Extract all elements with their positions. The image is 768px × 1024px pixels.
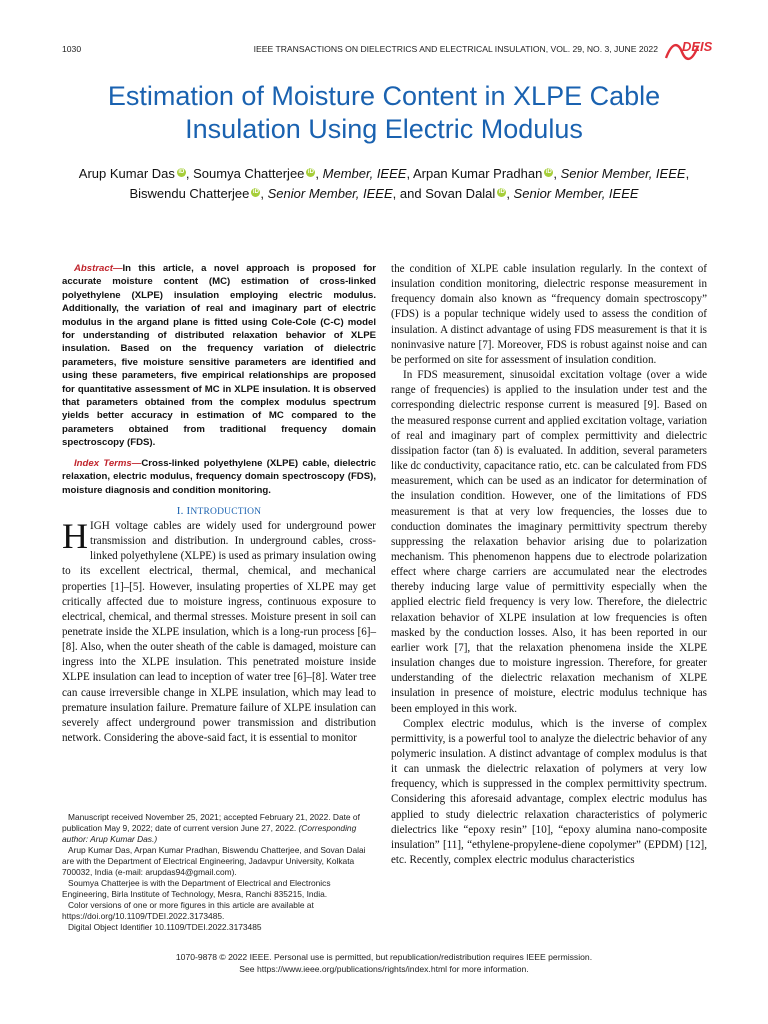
author-5-prefix: and bbox=[399, 186, 422, 201]
copyright-line-2[interactable]: See https://www.ieee.org/publications/rights/index.html for more information. bbox=[239, 964, 529, 974]
abstract bbox=[62, 262, 376, 450]
orcid-icon[interactable]: iD bbox=[307, 169, 314, 175]
right-paragraph-3: Complex electric modulus, which is the inverse of complex permittivity, is a powerful tool to analyze the dielectric behavior of any polymeric insulation. A distinct advantage of complex modulus is that it can unmask the dielectric relaxation of polymers at very low frequency, which is suppressed in the complex permittivity spectrum. Considering this aforesaid advantage, complex electric modulus has applied to study dielectric relaxation characteristics of polymeric dielectrics like “epoxy resin” [10], “epoxy alumina nano-composite insulation” [11], “ethylene-propylene-diene copolymer” (EPDM) [12], etc. Recently, complex electric modulus characteristics bbox=[391, 717, 707, 867]
abstract-label: Abstract— bbox=[74, 263, 123, 274]
index-terms-label: Index Terms— bbox=[74, 457, 142, 469]
author-5-role: Senior Member, IEEE bbox=[513, 186, 639, 201]
footnote-doi[interactable]: Digital Object Identifier 10.1109/TDEI.2022.3173485 bbox=[68, 922, 262, 932]
intro-paragraph-1: IGH voltage cables are widely used for underground power transmission and distribution. In underground cables, cross-linked polyethylene (XLPE) is used as primary insulation owing to its excellent electrical, thermal, chemical, and mechanical properties [1]–[5]. However, insulating properties of XLPE may get critically affected due to moisture ingress, continuous exposure to electrical, chemical, and thermal stresses. Moisture present in soil can penetrate inside the XLPE insulation, which is a long-run process [6]–[8]. Also, when the outer sheath of the cable is damaged, moisture can ingress into the XLPE insulation. This penetrated moisture inside XLPE insulation can lead to inception of water tree [6]–[8]. Water tree can cause irreversible change in XLPE insulation, which may lead to premature insulation failure. Premature failure of XLPE insulation can severely affect underground power transmission and distribution network. Considering the above-said fact, it is essential to monitor bbox=[62, 519, 376, 745]
section-title-first-letter: I bbox=[186, 504, 191, 517]
copyright-footer bbox=[40, 951, 728, 975]
author-2: Soumya Chatterjee bbox=[193, 166, 305, 181]
right-column bbox=[391, 262, 707, 868]
authors-line-2: Biswendu Chatterjee iD , Senior Member, IEEE, and Sovan Dalal iD , Senior Member, IEEE bbox=[129, 186, 639, 201]
author-4-role: Senior Member, IEEE bbox=[267, 186, 393, 201]
deis-logo bbox=[662, 38, 718, 64]
section-number: I. bbox=[176, 504, 184, 517]
page-number: 1030 bbox=[62, 44, 82, 54]
author-4: Biswendu Chatterjee bbox=[129, 186, 250, 201]
left-column bbox=[62, 262, 376, 746]
section-title-rest: NTRODUCTION bbox=[190, 506, 262, 517]
author-list bbox=[40, 164, 728, 204]
orcid-icon[interactable]: iD bbox=[252, 189, 259, 195]
footnote-affiliation-1: Arup Kumar Das, Arpan Kumar Pradhan, Biswendu Chatterjee, and Sovan Dalai are with the Department of Electrical Engineering, Jadavpur University, Kolkata 700032, India (e-mail: arupdas94@gmail.com). bbox=[62, 845, 366, 877]
author-5: Sovan Dalal bbox=[425, 186, 496, 201]
footnote-color-versions[interactable]: Color versions of one or more figures in this article are available at https://doi.org/10.1109/TDEI.2022.3173485. bbox=[62, 900, 314, 921]
deis-logo-text: DEIS bbox=[682, 39, 713, 54]
title-line-2: Insulation Using Electric Modulus bbox=[185, 114, 583, 144]
author-1: Arup Kumar Das bbox=[78, 166, 175, 181]
orcid-icon[interactable]: iD bbox=[178, 169, 185, 175]
running-header bbox=[62, 44, 658, 58]
orcid-icon[interactable]: iD bbox=[498, 189, 505, 195]
author-3: Arpan Kumar Pradhan bbox=[412, 166, 543, 181]
section-heading-introduction bbox=[62, 505, 376, 517]
abstract-text: In this article, a novel approach is proposed for accurate moisture content (MC) estimation of cross-linked polyethylene (XLPE) insulation employing electric modulus. Additionally, the variation of real and imaginary part of electric modulus in the argand plane is fitted using Cole-Cole (C-C) model for understanding of distributed relaxation behavior of XLPE insulation. Based on the frequency variation of dielectric parameters, five moisture sensitive parameters are identified and using these parameters, five empirical relationships are proposed for quantitative assessment of MC in XLPE insulation. It is observed that parameters obtained from the complex modulus spectrum yields better accuracy in estimation of MC compared to the parameters obtained from traditional frequency domain spectroscopy (FDS). bbox=[62, 263, 376, 449]
footnote-received: Manuscript received November 25, 2021; accepted February 21, 2022. Date of publication May 9, 2022; date of current version June 27, 2022. (Corresponding author: Arup Kumar Das.) bbox=[62, 812, 360, 844]
index-terms-text: Cross-linked polyethylene (XLPE) cable, dielectric relaxation, electric modulus, frequency domain spectroscopy (FDS), moisture diagnosis and condition monitoring. bbox=[62, 457, 376, 496]
author-3-role: Senior Member, IEEE bbox=[560, 166, 686, 181]
drop-cap: H bbox=[62, 515, 88, 556]
right-paragraph-2: In FDS measurement, sinusoidal excitation voltage (over a wide range of frequencies) is applied to the insulation under test and the corresponding dielectric response current is measured [9]. Based on the measured response current and applied excitation voltage, variation of real and imaginary part of complex permittivity and dielectric dissipation factor (tan δ) is evaluated. In addition, several parameters like dc conductivity, capacitance ratio, etc. can be calculated from FDS measurement, which can be used as an indicator for determination of the insulation condition. However, one of the limitations of FDS measurement is that at very low frequencies, the losses due to conduction dominates the imaginary permittivity spectrum thereby suppressing the relaxation behavior arising due to polarization mechanism. This phenomenon happens due to electrode polarization effect where charge carriers are accumulated near the electrodes thereby inducing large value of permittivity especially when the applied electric field frequency is very low. Therefore, the dielectric relaxation behavior of XLPE insulation at low frequencies is often masked by the conduction losses. Also, it has been reported in our earlier work [7], that the relaxation phenomena inside the XLPE insulation changes due to moisture ingression. Therefore, for greater understanding of the dielectric relaxation mechanism of XLPE insulation in presence of moisture, electric modulus technique has been employed in this work. bbox=[391, 369, 707, 715]
title-line-1: Estimation of Moisture Content in XLPE Cable bbox=[107, 81, 661, 111]
index-terms bbox=[62, 457, 376, 497]
right-paragraph-1: the condition of XLPE cable insulation regularly. In the context of insulation condition monitoring, dielectric response measurement in frequency domain also known as “frequency domain spectroscopy” (FDS) is a popular technique widely used to assess the condition of insulation. A distinct advantage of using FDS measurement is that it is noninvasive nature [7]. Moreover, FDS is robust against noise and can be performed on site for assessment of insulation condition. bbox=[391, 263, 707, 366]
footnotes bbox=[62, 812, 376, 933]
copyright-line-1: 1070-9878 © 2022 IEEE. Personal use is permitted, but republication/redistribution requires IEEE permission. bbox=[175, 952, 593, 962]
footnote-affiliation-2: Soumya Chatterjee is with the Department of Electrical and Electronics Engineering, Birla Institute of Technology, Mesra, Ranchi 835215, India. bbox=[62, 878, 331, 899]
authors-line-1: Arup Kumar Das iD , Soumya Chatterjee iD , Member, IEEE, Arpan Kumar Pradhan iD , Senior Member, IEEE, bbox=[78, 166, 690, 181]
footnote-corresponding: (Corresponding author: Arup Kumar Das.) bbox=[62, 823, 357, 844]
paper-title bbox=[40, 80, 728, 146]
journal-name: IEEE TRANSACTIONS ON DIELECTRICS AND ELECTRICAL INSULATION, VOL. 29, NO. 3, JUNE 2022 bbox=[253, 44, 658, 54]
introduction-body bbox=[62, 515, 376, 746]
author-2-role: Member, IEEE bbox=[322, 166, 407, 181]
orcid-icon[interactable]: iD bbox=[545, 169, 552, 175]
